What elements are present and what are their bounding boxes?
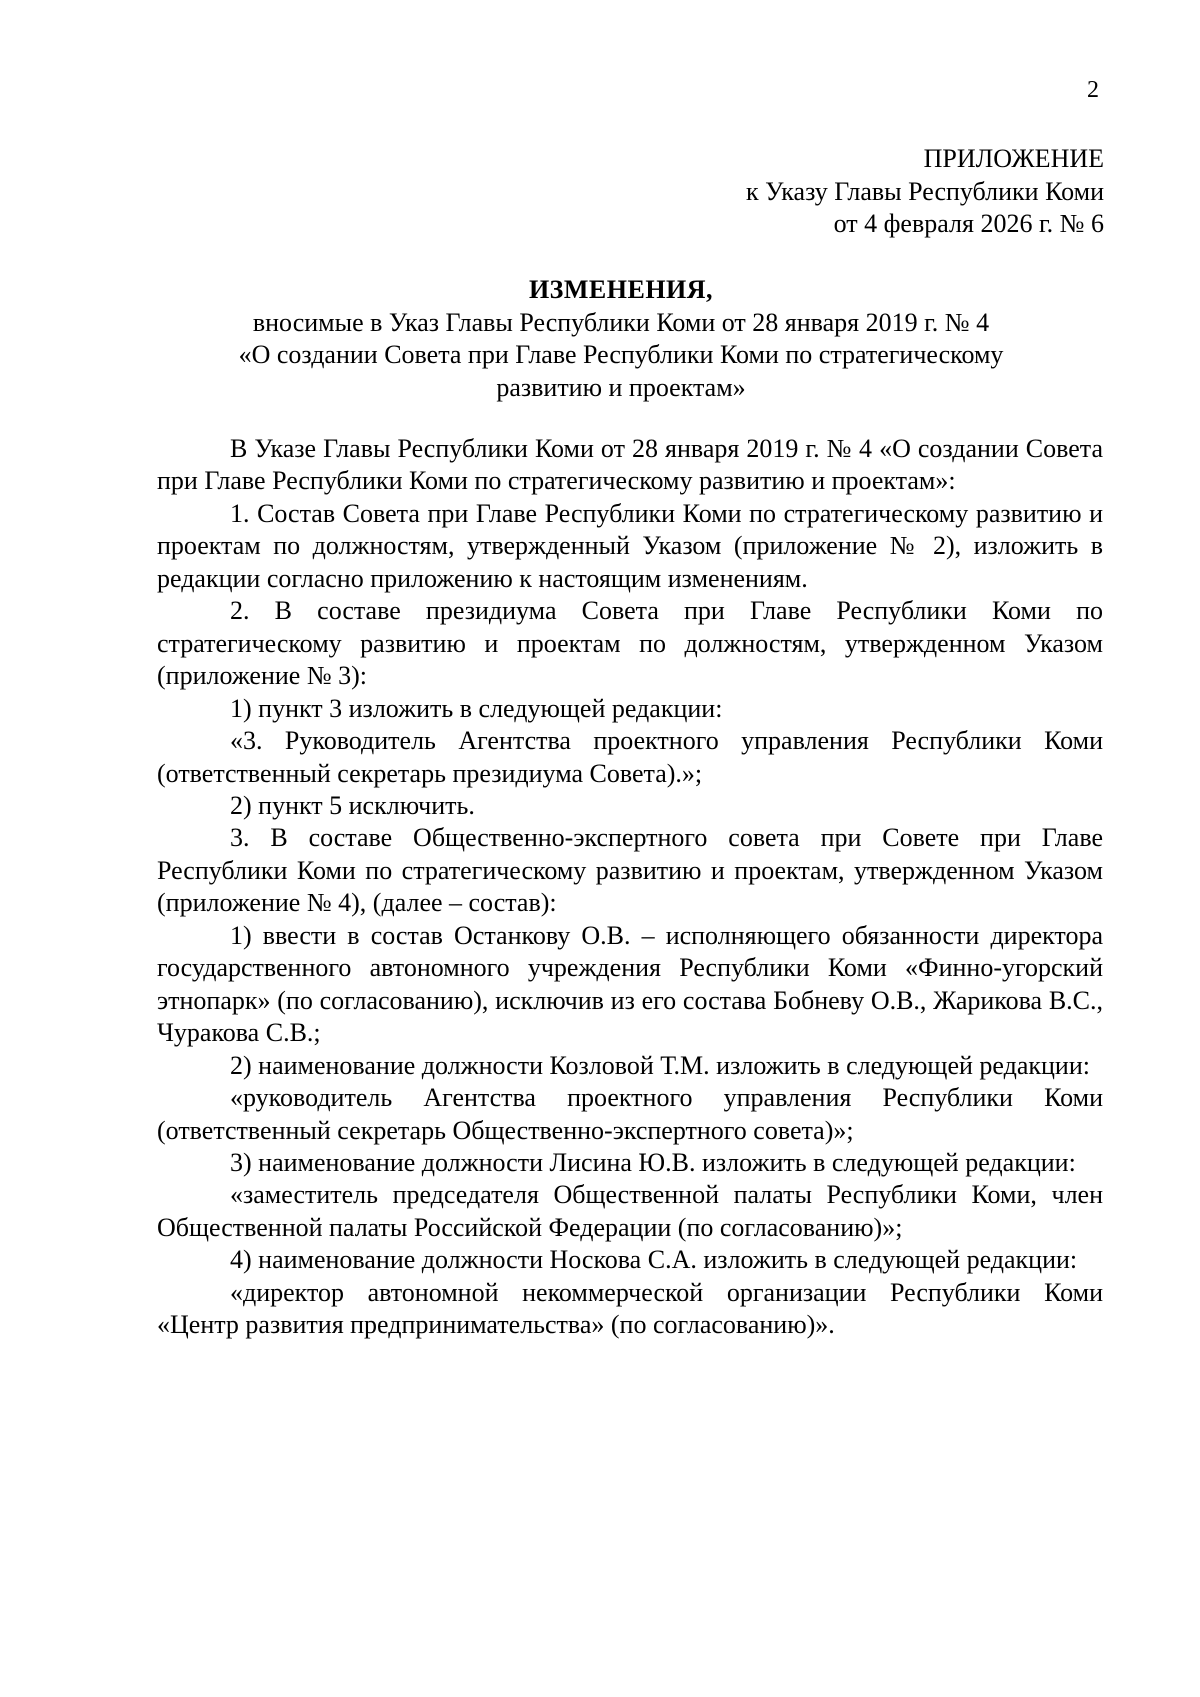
appendix-date: от 4 февраля 2026 г. № 6 bbox=[833, 209, 1104, 238]
paragraph-item-2: 2. В составе президиума Совета при Главе Республики Коми по стратегическому развитию и проектам по должностям, утвержденном Указом (приложение № 3): bbox=[157, 596, 1103, 691]
document-subtitle-line-2: «О создании Совета при Главе Республики Коми по стратегическому bbox=[238, 340, 1004, 369]
paragraph-intro: В Указе Главы Республики Коми от 28 января 2019 г. № 4 «О создании Совета при Главе Республики Коми по стратегическому развитию и проектам»: bbox=[157, 434, 1103, 496]
document-heading bbox=[140, 274, 1102, 404]
paragraph-item-3-2: 2) наименование должности Козловой Т.М. изложить в следующей редакции: bbox=[230, 1050, 1090, 1080]
appendix-decree-ref: к Указу Главы Республики Коми bbox=[746, 176, 1104, 206]
document-subtitle-line-3: развитию и проектам» bbox=[496, 372, 746, 402]
paragraph-item-3-1: 1) ввести в состав Останкову О.В. – исполняющего обязанности директора государственного автономного учреждения Республики Коми «Финно-угорский этнопарк» (по согласованию), исключив из его состава Бобневу О.В., Жарикова В.С., Чуракова С.В.; bbox=[157, 920, 1103, 1048]
paragraph-item-2-2: 2) пункт 5 исключить. bbox=[230, 790, 475, 820]
document-body bbox=[157, 433, 1103, 1342]
appendix-title: ПРИЛОЖЕНИЕ bbox=[923, 144, 1104, 173]
paragraph-item-1: 1. Состав Совета при Главе Республики Коми по стратегическому развитию и проектам по должностям, утвержденный Указом (приложение № 2), изложить в редакции согласно приложению к настоящим изменениям. bbox=[157, 498, 1103, 593]
document-subtitle-line-1: вносимые в Указ Главы Республики Коми от 28 января 2019 г. № 4 bbox=[252, 307, 990, 337]
paragraph-item-3-4: 4) наименование должности Носкова С.А. изложить в следующей редакции: bbox=[230, 1245, 1078, 1275]
paragraph-quote-3: «заместитель председателя Общественной палаты Республики Коми, член Общественной палаты Российской Федерации (по согласованию)»; bbox=[157, 1180, 1103, 1242]
page-number: 2 bbox=[1087, 77, 1099, 103]
paragraph-quote-1: «3. Руководитель Агентства проектного управления Республики Коми (ответственный секретарь президиума Совета).»; bbox=[157, 726, 1103, 788]
paragraph-quote-2: «руководитель Агентства проектного управления Республики Коми (ответственный секретарь Общественно-экспертного совета)»; bbox=[157, 1083, 1103, 1145]
appendix-block bbox=[746, 143, 1104, 241]
paragraph-item-2-1: 1) пункт 3 изложить в следующей редакции: bbox=[230, 693, 723, 723]
paragraph-item-3: 3. В составе Общественно-экспертного совета при Совете при Главе Республики Коми по стратегическому развитию и проектам, утвержденном Указом (приложение № 4), (далее – состав): bbox=[157, 823, 1103, 918]
paragraph-item-3-3: 3) наименование должности Лисина Ю.В. изложить в следующей редакции: bbox=[230, 1147, 1076, 1177]
paragraph-quote-4: «директор автономной некоммерческой организации Республики Коми «Центр развития предпринимательства» (по согласованию)». bbox=[157, 1277, 1103, 1340]
document-title: ИЗМЕНЕНИЯ, bbox=[528, 275, 714, 304]
